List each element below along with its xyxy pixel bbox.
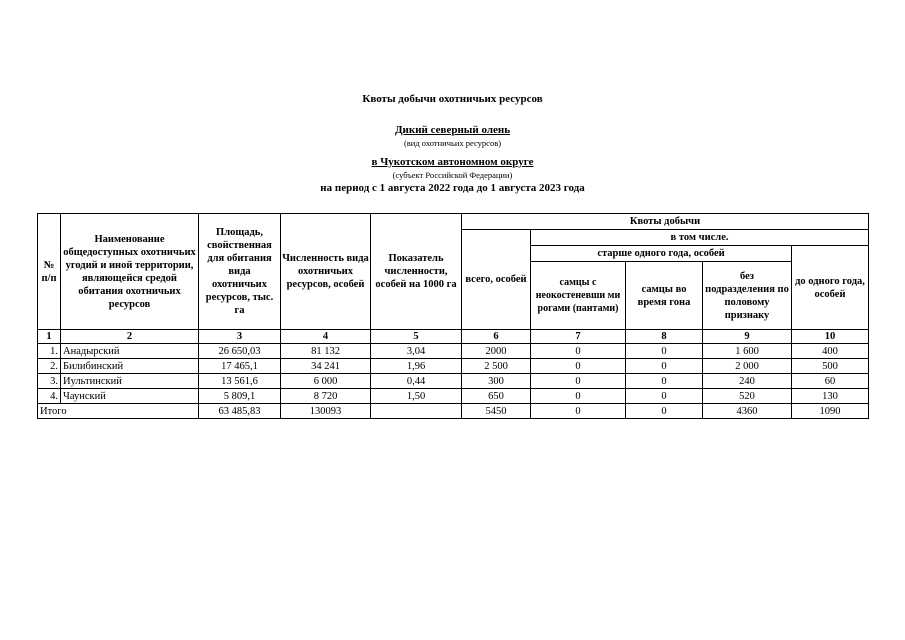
col-number: 7 [531,330,626,344]
totals-males-antlers: 0 [531,404,626,419]
row-males-antlers: 0 [531,344,626,359]
quota-table [37,213,869,419]
row-area: 26 650,03 [199,344,281,359]
header-no-sex: без подразделения по половому признаку [703,262,792,330]
header-total: всего, особей [462,230,531,330]
header-name: Наименование общедоступных охотничьих угодий и иной территории, являющейся средой обитания охотничьих ресурсов [61,214,199,330]
totals-density [371,404,462,419]
row-under-one: 60 [792,374,869,389]
row-under-one: 130 [792,389,869,404]
header-density: Показатель численности, особей на 1000 га [371,214,462,330]
totals-label: Итого [38,404,199,419]
header-including: в том числе. [531,230,869,246]
col-number: 3 [199,330,281,344]
row-total: 2 500 [462,359,531,374]
row-males-rut: 0 [626,389,703,404]
row-density: 1,96 [371,359,462,374]
table-row [38,359,869,374]
row-males-antlers: 0 [531,374,626,389]
row-name: Билибинский [61,359,199,374]
row-total: 650 [462,389,531,404]
row-no-sex: 2 000 [703,359,792,374]
header-num: № п/п [38,214,61,330]
col-number: 6 [462,330,531,344]
col-number: 4 [281,330,371,344]
col-number: 9 [703,330,792,344]
totals-population: 130093 [281,404,371,419]
header-under-one: до одного года, особей [792,246,869,330]
row-no-sex: 520 [703,389,792,404]
totals-males-rut: 0 [626,404,703,419]
totals-no-sex: 4360 [703,404,792,419]
totals-under-one: 1090 [792,404,869,419]
table-row [38,344,869,359]
row-population: 81 132 [281,344,371,359]
header-area: Площадь, свойственная для обитания вида охотничьих ресурсов, тыс. га [199,214,281,330]
row-name: Иультинский [61,374,199,389]
row-under-one: 400 [792,344,869,359]
row-name: Чаунский [61,389,199,404]
row-area: 13 561,6 [199,374,281,389]
header-males-antlers: самцы с неокостеневши ми рогами (пантами) [531,262,626,330]
col-number: 10 [792,330,869,344]
row-no-sex: 1 600 [703,344,792,359]
col-number: 1 [38,330,61,344]
table-row [38,389,869,404]
row-males-antlers: 0 [531,359,626,374]
row-num: 4. [38,389,61,404]
row-under-one: 500 [792,359,869,374]
row-density: 1,50 [371,389,462,404]
table-row [38,374,869,389]
row-total: 300 [462,374,531,389]
row-total: 2000 [462,344,531,359]
row-num: 1. [38,344,61,359]
row-population: 6 000 [281,374,371,389]
region-note: (субъект Российской Федерации) [392,170,513,180]
header-population: Численность вида охотничьих ресурсов, особей [281,214,371,330]
row-population: 8 720 [281,389,371,404]
row-males-rut: 0 [626,344,703,359]
row-area: 17 465,1 [199,359,281,374]
header-quotas: Квоты добычи [462,214,869,230]
totals-total: 5450 [462,404,531,419]
species-note: (вид охотничьих ресурсов) [403,138,502,148]
totals-row [38,404,869,419]
column-number-row [38,330,869,344]
row-population: 34 241 [281,359,371,374]
row-males-antlers: 0 [531,389,626,404]
header-older-than-year: старше одного года, особей [531,246,792,262]
totals-area: 63 485,83 [199,404,281,419]
col-number: 5 [371,330,462,344]
row-density: 3,04 [371,344,462,359]
row-males-rut: 0 [626,374,703,389]
row-num: 3. [38,374,61,389]
col-number: 2 [61,330,199,344]
row-num: 2. [38,359,61,374]
document-title: Квоты добычи охотничьих ресурсов [362,93,543,105]
row-area: 5 809,1 [199,389,281,404]
row-males-rut: 0 [626,359,703,374]
col-number: 8 [626,330,703,344]
species-name: Дикий северный олень [394,124,511,136]
row-density: 0,44 [371,374,462,389]
row-no-sex: 240 [703,374,792,389]
header-males-rut: самцы во время гона [626,262,703,330]
period: на период с 1 августа 2022 года до 1 августа 2023 года [320,182,585,194]
row-name: Анадырский [61,344,199,359]
region-name: в Чукотском автономном округе [371,156,534,168]
